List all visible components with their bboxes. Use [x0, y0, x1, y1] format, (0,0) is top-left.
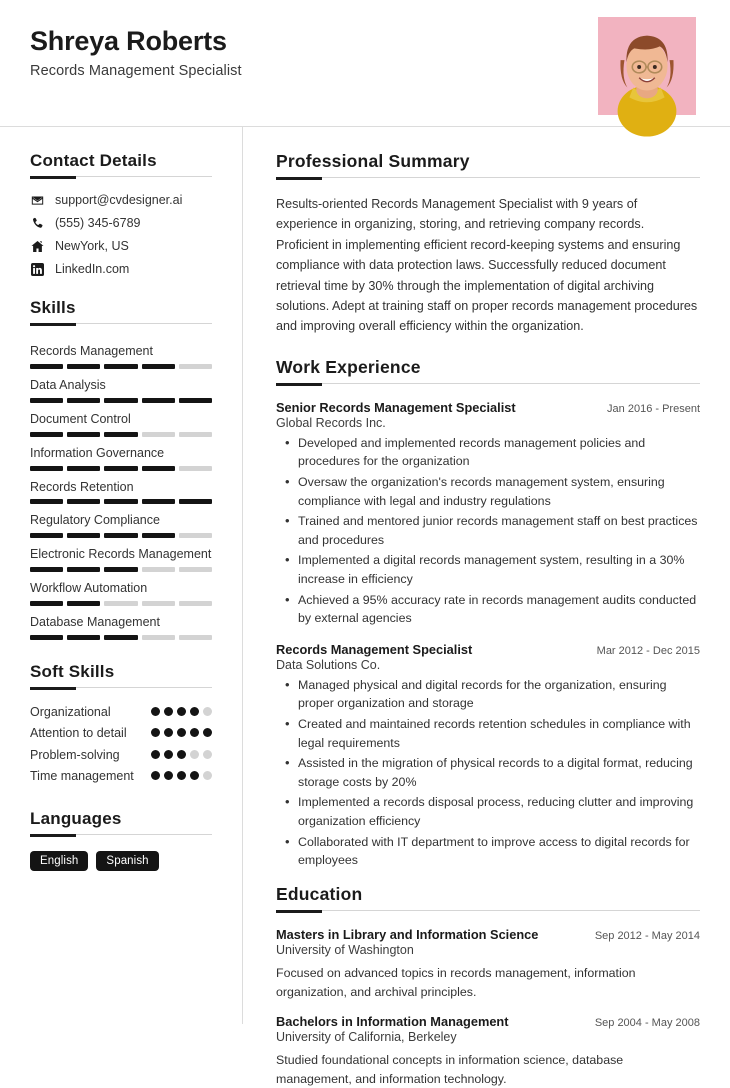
skill-segment [67, 533, 100, 538]
rating-dot [203, 750, 212, 759]
rating-dot [164, 771, 173, 780]
skill-item [30, 611, 212, 640]
skill-segment [67, 635, 100, 640]
skill-segment [67, 364, 100, 369]
contact-item-email[interactable] [30, 193, 212, 207]
skill-item [30, 374, 212, 403]
skill-label: Data Analysis [30, 377, 106, 392]
section-contact-details [30, 151, 212, 276]
skill-segment [30, 364, 63, 369]
job-date: Jan 2016 - Present [607, 402, 700, 415]
rating-dot [190, 728, 199, 737]
job-title: Records Management Specialist [276, 641, 473, 657]
job-date: Mar 2012 - Dec 2015 [596, 644, 700, 657]
education-description: Focused on advanced topics in records management, information organization, and archival principles. [276, 965, 636, 999]
skill-segment [104, 567, 137, 572]
soft-skill-rating [151, 704, 212, 716]
rating-dot [164, 707, 173, 716]
contact-item-location[interactable] [30, 239, 212, 253]
contact-list [30, 193, 212, 276]
skill-segment [104, 499, 137, 504]
rating-dot [164, 728, 173, 737]
skill-segment [179, 635, 212, 640]
skill-segment [104, 432, 137, 437]
job-bullets [276, 676, 700, 870]
rating-dot [203, 728, 212, 737]
soft-skill-label: Organizational [30, 704, 111, 719]
education-school: University of California, Berkeley [276, 1030, 457, 1045]
education-school: University of Washington [276, 942, 414, 957]
summary-heading: Professional Summary [276, 151, 470, 171]
education-header [276, 927, 700, 942]
job-organization: Data Solutions Co. [276, 657, 381, 672]
skill-segment [30, 567, 63, 572]
rating-dot [177, 707, 186, 716]
skill-item [30, 408, 212, 437]
heading-rule [30, 323, 212, 326]
skill-label: Document Control [30, 411, 131, 426]
contact-item-linkedin[interactable] [30, 262, 212, 276]
skill-segment [179, 567, 212, 572]
job-bullet: • Achieved a 95% accuracy rate in records management audits conducted by external agencies [276, 591, 700, 628]
skill-bar [30, 533, 212, 538]
skill-item [30, 543, 212, 572]
contact-value-email: support@cvdesigner.ai [55, 193, 183, 207]
profile-photo-icon [598, 17, 696, 115]
skill-bar [30, 567, 212, 572]
education-list [276, 927, 700, 1088]
skill-bar [30, 398, 212, 403]
skill-segment [67, 466, 100, 471]
soft-skill-label: Problem-solving [30, 747, 120, 762]
rating-dot [151, 707, 160, 716]
skill-segment [104, 533, 137, 538]
soft-skill-rating [151, 725, 212, 737]
skill-segment [142, 533, 175, 538]
job-bullet: • Collaborated with IT department to improve access to digital records for employees [276, 833, 700, 870]
section-education [276, 884, 700, 1088]
job-header [276, 642, 700, 657]
section-work-experience [276, 357, 700, 870]
contact-value-linkedin: LinkedIn.com [55, 262, 130, 276]
skill-segment [142, 432, 175, 437]
skill-bar [30, 466, 212, 471]
skill-segment [104, 364, 137, 369]
contact-value-location: NewYork, US [55, 239, 129, 253]
soft-skills-list [30, 704, 212, 785]
soft-skill-item [30, 725, 212, 742]
resume-body [0, 127, 730, 1086]
education-entry [276, 927, 700, 1001]
skill-segment [179, 398, 212, 403]
skill-item [30, 577, 212, 606]
rating-dot [151, 750, 160, 759]
skill-item [30, 340, 212, 369]
job-title: Senior Records Management Specialist [276, 399, 516, 415]
skill-segment [104, 601, 137, 606]
skill-item [30, 509, 212, 538]
skill-segment [67, 499, 100, 504]
skill-bar [30, 601, 212, 606]
job-header [276, 400, 700, 415]
section-professional-summary [276, 151, 700, 337]
heading-rule [30, 687, 212, 690]
candidate-role: Records Management Specialist [30, 63, 242, 80]
skills-list [30, 340, 212, 640]
skills-heading: Skills [30, 298, 76, 317]
skill-segment [142, 466, 175, 471]
job-bullet: • Assisted in the migration of physical records to a digital format, reducing storage costs by 20% [276, 754, 700, 791]
languages-list [30, 851, 212, 871]
language-chip[interactable]: Spanish [96, 851, 158, 871]
job-bullet: • Trained and mentored junior records management staff on best practices and procedures [276, 512, 700, 549]
section-skills [30, 298, 212, 640]
contact-value-phone: (555) 345-6789 [55, 216, 141, 230]
rating-dot [190, 750, 199, 759]
rating-dot [151, 771, 160, 780]
skill-label: Information Governance [30, 445, 165, 460]
heading-rule [30, 176, 212, 179]
skill-bar [30, 635, 212, 640]
job-organization: Global Records Inc. [276, 415, 386, 430]
skill-segment [104, 635, 137, 640]
skill-segment [179, 601, 212, 606]
skill-segment [179, 432, 212, 437]
education-date: Sep 2012 - May 2014 [594, 929, 700, 942]
skill-item [30, 442, 212, 471]
skill-segment [179, 466, 212, 471]
soft-skill-label: Time management [30, 769, 134, 784]
heading-rule [30, 834, 212, 837]
education-title: Masters in Library and Information Science [276, 926, 539, 942]
candidate-name: Shreya Roberts [30, 26, 227, 56]
job-bullet: • Oversaw the organization's records management system, ensuring compliance with legal and industry regulations [276, 473, 700, 510]
skill-segment [30, 533, 63, 538]
job-bullet: • Managed physical and digital records for the organization, ensuring proper organization and storage [276, 676, 700, 713]
soft-skill-label: Attention to detail [30, 726, 127, 741]
skill-segment [30, 499, 63, 504]
skill-label: Electronic Records Management [30, 547, 212, 562]
skill-segment [67, 432, 100, 437]
skill-segment [142, 601, 175, 606]
rating-dot [203, 771, 212, 780]
envelope-icon [30, 194, 45, 207]
skill-segment [30, 601, 63, 606]
skill-label: Regulatory Compliance [30, 513, 160, 528]
skill-label: Database Management [30, 615, 160, 629]
job-bullet: • Created and maintained records retention schedules in compliance with legal requirements [276, 715, 700, 752]
resume-header [0, 0, 730, 127]
skill-segment [179, 533, 212, 538]
skill-bar [30, 499, 212, 504]
soft-skills-heading: Soft Skills [30, 661, 115, 681]
job-entry [276, 400, 700, 628]
contact-heading: Contact Details [30, 151, 157, 170]
job-bullet: • Implemented a digital records management system, resulting in a 30% increase in efficiency [276, 551, 700, 588]
rating-dot [177, 728, 186, 737]
skill-segment [104, 398, 137, 403]
work-heading: Work Experience [276, 356, 421, 377]
rating-dot [177, 750, 186, 759]
skill-label: Records Management [30, 344, 153, 358]
rating-dot [203, 707, 212, 716]
contact-item-phone[interactable] [30, 216, 212, 230]
avatar [598, 17, 696, 115]
skill-segment [67, 398, 100, 403]
job-bullet: • Developed and implemented records management policies and procedures for the organization [276, 434, 700, 471]
skill-label: Workflow Automation [30, 581, 148, 596]
skill-segment [142, 364, 175, 369]
section-soft-skills [30, 662, 212, 785]
jobs-list [276, 400, 700, 870]
education-header [276, 1014, 700, 1029]
sidebar [0, 127, 243, 1024]
rating-dot [177, 771, 186, 780]
rating-dot [190, 771, 199, 780]
job-bullets [276, 434, 700, 628]
job-bullet: • Implemented a records disposal process, reducing clutter and improving organization efficiency [276, 793, 700, 830]
skill-segment [67, 567, 100, 572]
languages-heading: Languages [30, 808, 122, 828]
education-entry [276, 1014, 700, 1088]
skill-segment [142, 635, 175, 640]
phone-icon [30, 217, 45, 230]
home-icon [30, 240, 45, 253]
skill-segment [30, 635, 63, 640]
skill-bar [30, 364, 212, 369]
skill-segment [142, 567, 175, 572]
skill-segment [179, 364, 212, 369]
main-content [243, 127, 730, 1086]
skill-segment [104, 466, 137, 471]
skill-label: Records Retention [30, 479, 134, 494]
language-chip[interactable]: English [30, 851, 88, 871]
section-languages [30, 809, 212, 871]
rating-dot [151, 728, 160, 737]
heading-rule [276, 383, 700, 386]
education-date: Sep 2004 - May 2008 [594, 1017, 700, 1030]
linkedin-icon [30, 263, 45, 276]
soft-skill-item [30, 768, 212, 785]
skill-item [30, 476, 212, 505]
skill-segment [179, 499, 212, 504]
rating-dot [190, 707, 199, 716]
soft-skill-rating [151, 747, 212, 759]
skill-bar [30, 432, 212, 437]
education-title: Bachelors in Information Management [276, 1014, 509, 1030]
soft-skill-item [30, 747, 212, 764]
heading-rule [276, 177, 700, 180]
skill-segment [67, 601, 100, 606]
education-description: Studied foundational concepts in information science, database management, and information technology. [276, 1053, 624, 1086]
skill-segment [142, 499, 175, 504]
soft-skill-rating [151, 768, 212, 780]
skill-segment [30, 398, 63, 403]
skill-segment [30, 432, 63, 437]
summary-text: Results-oriented Records Management Specialist with 9 years of experience in organizing, storing, and retrieving company records. Proficient in implementing efficient record-keeping systems and ensuring compliance with data protection laws. Successfully reduced document retrieval time by 30% through the implementation of digital archiving solutions. Adept at training staff on proper records management procedures and improving overall efficiency within the organization. [276, 197, 698, 334]
skill-segment [142, 398, 175, 403]
rating-dot [164, 750, 173, 759]
education-heading: Education [276, 883, 363, 904]
skill-segment [30, 466, 63, 471]
soft-skill-item [30, 704, 212, 721]
job-entry [276, 642, 700, 870]
heading-rule [276, 910, 700, 913]
